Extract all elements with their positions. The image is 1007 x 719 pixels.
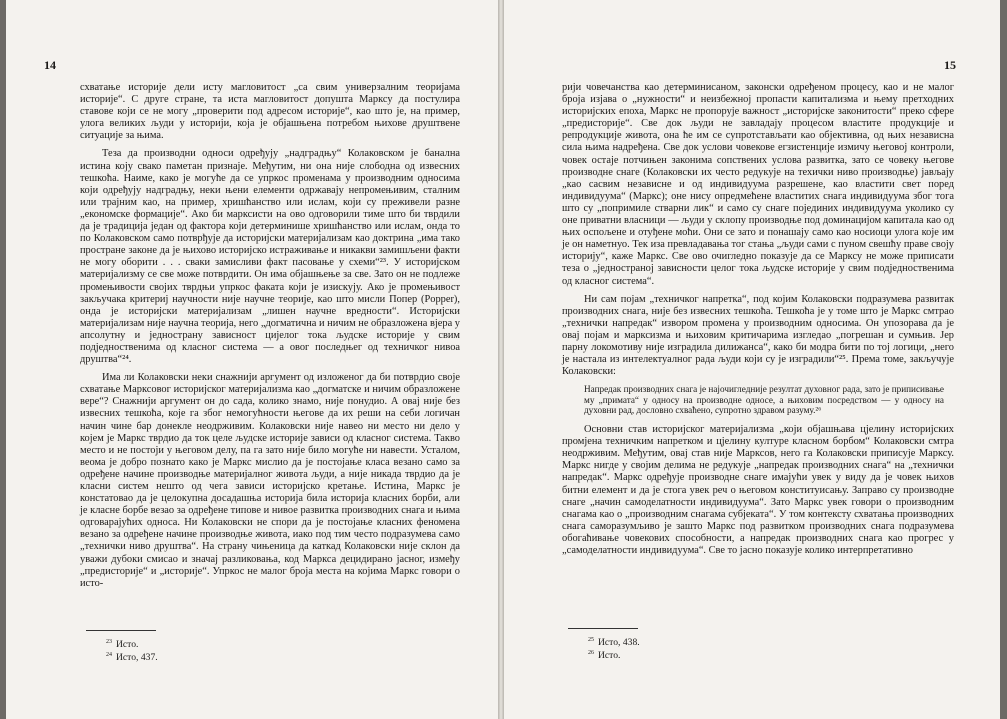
paragraph: Има ли Колаковски неки снажнији аргумент од изложеног да би потврдио своје схватање Марксовог историјског материјализма као „догматске и ничим образложене вере“? Снажнији аргумент он до сада, колико знамо, није понудио. А овај није без извесних тешкоћа, које га због немогућности његове да их реши на себи логичан начин чине бар донекле неодрживим. Колаковски није навео ни место ни дело у којем је Маркс тврдио да ток целе људске историје зависи од класног система. Такво место и не постоји у његовом делу, па га зато није било могуће ни навести. Усталом, веома је добро познато како је Маркс мислио да је постојање класа везано само за одређене начине производње материјалног живота људи, а није никада тврдио да је класни систем нешто од чега зависи историјско кретање. Истина, Маркс је констатовао да је целокупна досадашња историја била историја класних борби, али је класне борбе везао за одређене типове и нивое развитка производних снага и њима одговарајућих односа. Ни Колаковски не спори да је постојање класних феномена везано за одређене начине производње живота, иако под тим често подразумева само „технички ниво друштва“. На страну чињеница да каткад Колаковски није склон да уважи дубоки смисао и значај разликовања, код Маркса децидирано јасног, између „предисторије“ и „историје“. Упркос не малог броја места на којима Маркс говори о исто- bbox=[80, 372, 460, 589]
footnote-rule bbox=[568, 628, 638, 629]
footnote bbox=[588, 635, 640, 648]
footnote-mark: 26 bbox=[588, 650, 594, 657]
left-page bbox=[6, 0, 498, 719]
paragraph: Основни став историјског материјализма „који објашњава цјелину историјских промјена техничким напретком и цјелину културе класном борбом“ Колаковски смтра неодрживим. Међутим, овај став није Марксов, него га Колаковски приписује Марксу. Маркс нигде у својим делима не редукује „напредак производних снага“ на „технички напредак“. Маркс одређује производне снаге имајући увек у виду да је човек њихов битни елемент и да је стога увек реч о његовом конституисању. Заправо су производне снаге „начин самоделатности индивидуума“. Зато Маркс увек говори о производним снагама као о „производним снагама субјеката“. У том контексту схватања производних снага саморазумљиво је зашто Маркс под развитком производних снага подразумева обогаћивање човекових способности, а напредак производних снага као прогрес у „самоделатности индивидуума“. Све то јасно показује колико интерпретативно bbox=[562, 424, 954, 556]
footnote-rule bbox=[86, 630, 156, 631]
left-footnotes bbox=[106, 630, 158, 663]
footnote-mark: 23 bbox=[106, 639, 112, 645]
footnote bbox=[588, 648, 640, 661]
footnote-text: Исто, 438. bbox=[598, 637, 640, 649]
paragraph: Ни сам појам „техничког напретка“, под којим Колаковски подразумева развитак производних снага, није без извесних тешкоћа. Тешкоћа је у томе што је Маркс смтрао „технички напредак“ извором промена у производним односима. Он упозорава да је овај појам и марксизма и њиховим критичарима изгледао „погрешан и сумњив. Јер парну локомотиву није изградила дилижанса“, како би модра бити по тој логици, „него је настала из интелектуалног рада људи који су је изградили“²⁵. Према томе, закључује Колаковски: bbox=[562, 293, 954, 378]
paragraph: рији човечанства као детерминисаном, законски одређеном процесу, као и не малог броја изјава о „нужности“ и неизбежној пропасти капитализма и њему претходних историјских епоха, Маркс не пропорује важност „историјске законитости“ преко сфере „предисторије“. Све док људи не завладају процесом властите продукције и репродукције живота, она ће им се супротстављати као објективна, од њих независна сила њима надређена. Све док услови човекове егзистенције измичу његовој контроли, човек остаје потчињен законима сопствених услова развитка, зато се човеку његове производне снаге (Колаковски их често редукује на техички ниво производње) јављају „као сасвим независне и од индивидуума разрешене, као властити свет поред индивидуума“ (Маркс); оне нису опредмећене властитих снага индивидуума због тога што су „попримиле стварни лик“ и само су снаге појединих индивидуума уколико су оне приватни власници — људи у склопу производње под доминацијом капитала као од њих оспољене и отуђене моћи. Они се зато и понашају само као носиоци улога које им је он наметнуо. Тек иза превладавања тог стања „људи сами с пуном свешћу праве своју историју“, каже Маркс. Све ово очигледно показује да се Марксу не може приписати теза о „једностраној зависности целог тока људске историје у свим подједноственима од класног система“. bbox=[562, 82, 954, 287]
right-page bbox=[504, 0, 1000, 719]
left-body-text bbox=[80, 82, 460, 590]
footnote bbox=[106, 650, 158, 663]
right-body-text bbox=[562, 82, 954, 557]
right-footnotes bbox=[588, 628, 640, 661]
block-quote: Напредак производних снага је најочигледније резултат духовног рада, зато је приписивање му „примата“ у односу на производне односе, а њиховим посредством — у односу на духовни рад, дословно схваћено, супротно здравом разуму.²⁶ bbox=[584, 384, 944, 416]
footnote-mark: 25 bbox=[588, 637, 594, 643]
paragraph: схватање историје дели исту магловитост „са свим универзалним теоријама историје“. С друге стране, та иста магловитост допушта Марксу да постулира ставове који се не могу „проверити под адресом историје“, као што је, на пример, улога великих људи у историји, која је објашњена потребом њихове друштвене ситуације за њима. bbox=[80, 82, 460, 142]
footnote-mark: 24 bbox=[106, 652, 112, 659]
page-number-left: 14 bbox=[44, 58, 56, 72]
footnote-text: Исто, 437. bbox=[116, 652, 158, 664]
page-number-right: 15 bbox=[944, 58, 956, 72]
paragraph: Теза да производни односи одређују „надградњу“ Колаковском је банална истина коју свако паметан признаје. Међутим, ни она није слободна од извесних тешкоћа. Наиме, како је могуће да се упркос променама у производним односима који одређују надградњу, неки њени елементи одржавају непромењивим, сталним или трајним као, на пример, хришћанство или ислам, који су преживели разне „економске формације“. Ако би марксисти на ово одговорили тиме што би тврдили да је традиција један од фактора који детерминише хришћанство или ислам, онда то по Колаковском само потврђује да историјски материјализам као доктрина „има тако простране законе да је њиховo историјско истраживање и никакви замишљени факти не могу оборити . . . сваки замисливи факт пасовање у схеми“²³. У историјском материјализму се све може потврдити. Он има објашњење за све. Зато он не подлеже промењивости својих тврдњи упркос факата који је изискују. Ако је промењивост закључака критериј научности није научне теорије, као што мисли Попер (Popper), онда је историјски материјализам „лишен научне вредности“. Историјски материјализам није научна теорија, него „догматична и ничим не образложена вјера у апсолутну и једнострану зависност цијелог тока људске историје у свим подједноственима од класног система — а овог последњег од техничког нивоа друштва“²⁴. bbox=[80, 148, 460, 366]
footnote-text: Исто. bbox=[116, 639, 139, 651]
footnote bbox=[106, 637, 158, 650]
footnote-text: Исто. bbox=[598, 650, 621, 662]
